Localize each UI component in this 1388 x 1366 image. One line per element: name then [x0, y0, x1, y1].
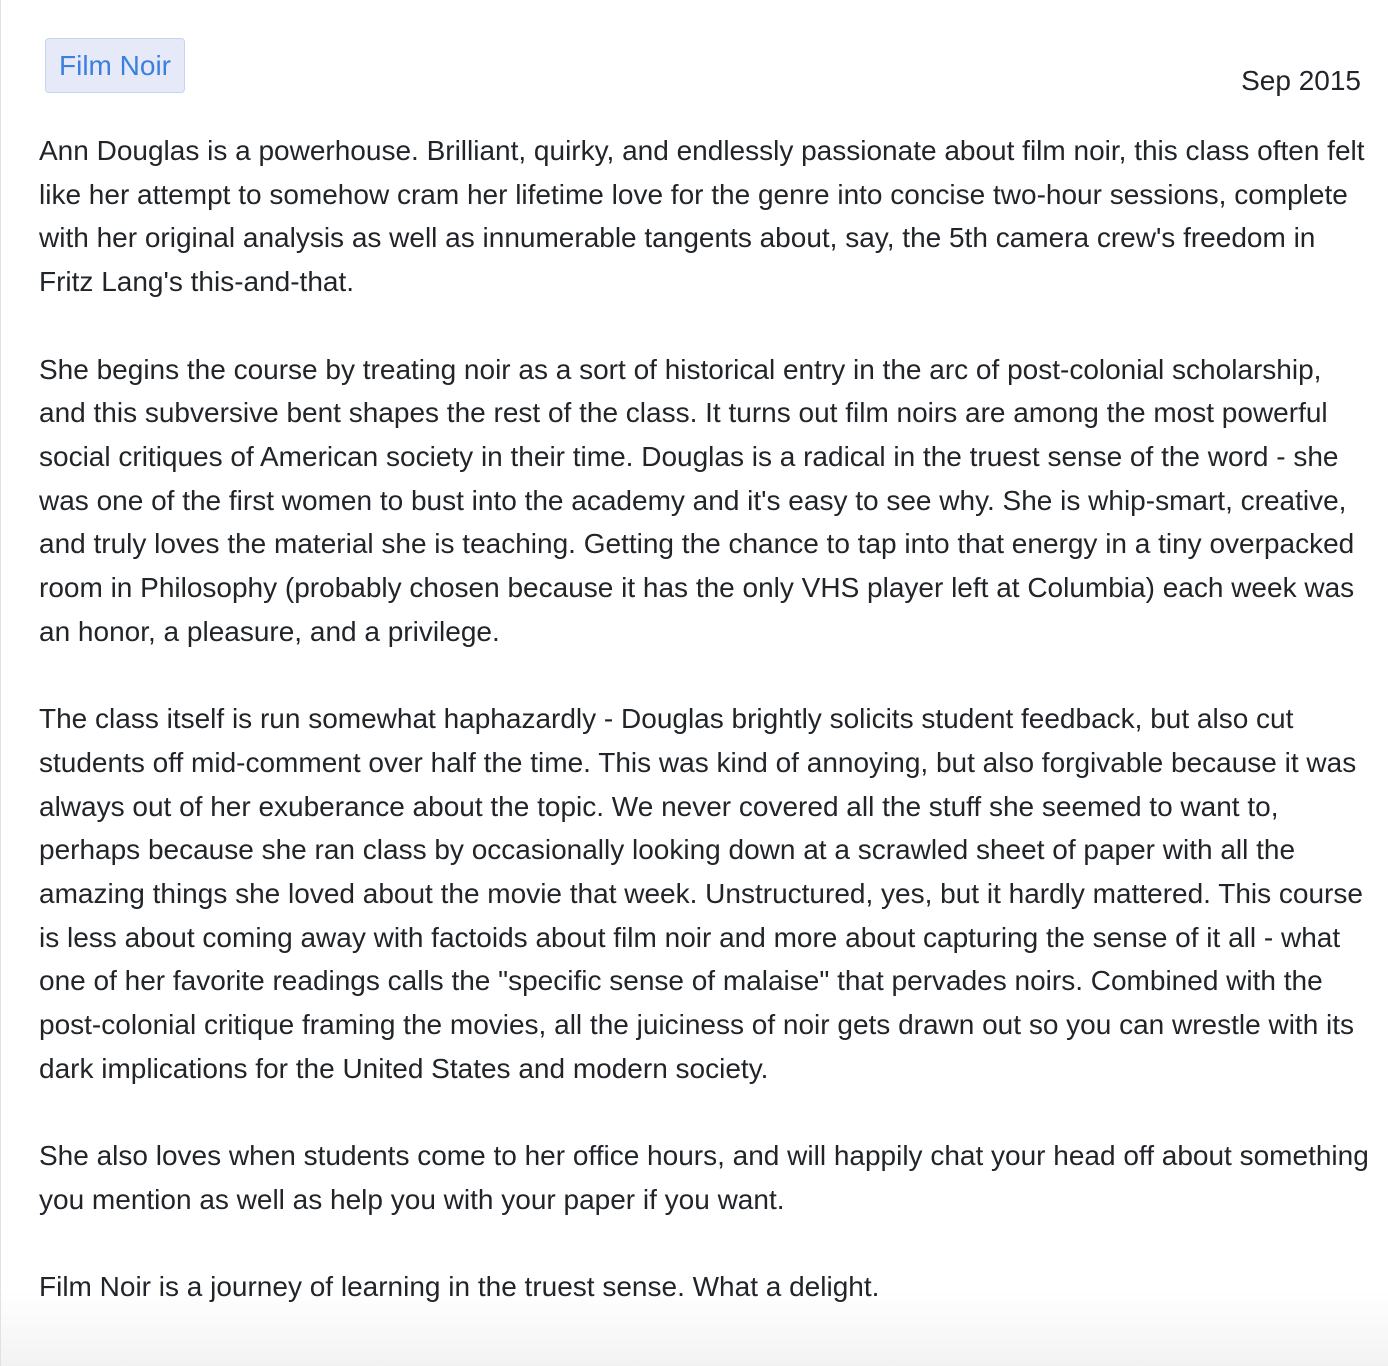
- review-paragraph-2: She begins the course by treating noir as a sort of historical entry in the arc of post-colonial scholarship, and this subversive bent shapes the rest of the class. It turns out film noirs are among the most powerful social critiques of American society in their time. Douglas is a radical in the truest sense of the word - she was one of the first women to bust into the academy and it's easy to see why. She is whip-smart, creative, and truly loves the material she is teaching. Getting the chance to tap into that energy in a tiny overpacked room in Philosophy (probably chosen because it has the only VHS player left at Columbia) each week was an honor, a pleasure, and a privilege.: [39, 353, 1355, 647]
- review-body: [39, 129, 1369, 1353]
- review-paragraph-4: She also loves when students come to her office hours, and will happily chat your head off about something you mention as well as help you with your paper if you want.: [39, 1140, 1369, 1215]
- review-paragraph-3: The class itself is run somewhat haphazardly - Douglas brightly solicits student feedback, but also cut students off mid-comment over half the time. This was kind of annoying, but also forgivable because it was always out of her exuberance about the topic. We never covered all the stuff she seemed to want to, perhaps because she ran class by occasionally looking down at a scrawled sheet of paper with all the amazing things she loved about the movie that week. Unstructured, yes, but it hardly mattered. This course is less about coming away with factoids about film noir and more about capturing the sense of it all - what one of her favorite readings calls the "specific sense of malaise" that pervades noirs. Combined with the post-colonial critique framing the movies, all the juiciness of noir gets drawn out so you can wrestle with its dark implications for the United States and modern society.: [39, 703, 1363, 1084]
- review-paragraph-5: Film Noir is a journey of learning in the truest sense. What a delight.: [39, 1271, 880, 1303]
- course-tag-link[interactable]: Film Noir: [45, 38, 185, 93]
- review-date: Sep 2015: [1241, 65, 1361, 96]
- review-paragraph-1: Ann Douglas is a powerhouse. Brilliant, quirky, and endlessly passionate about film noir, this class often felt like her attempt to somehow cram her lifetime love for the genre into concise two-hour sessions, complete with her original analysis as well as innumerable tangents about, say, the 5th camera crew's freedom in Fritz Lang's this-and-that.: [39, 135, 1365, 298]
